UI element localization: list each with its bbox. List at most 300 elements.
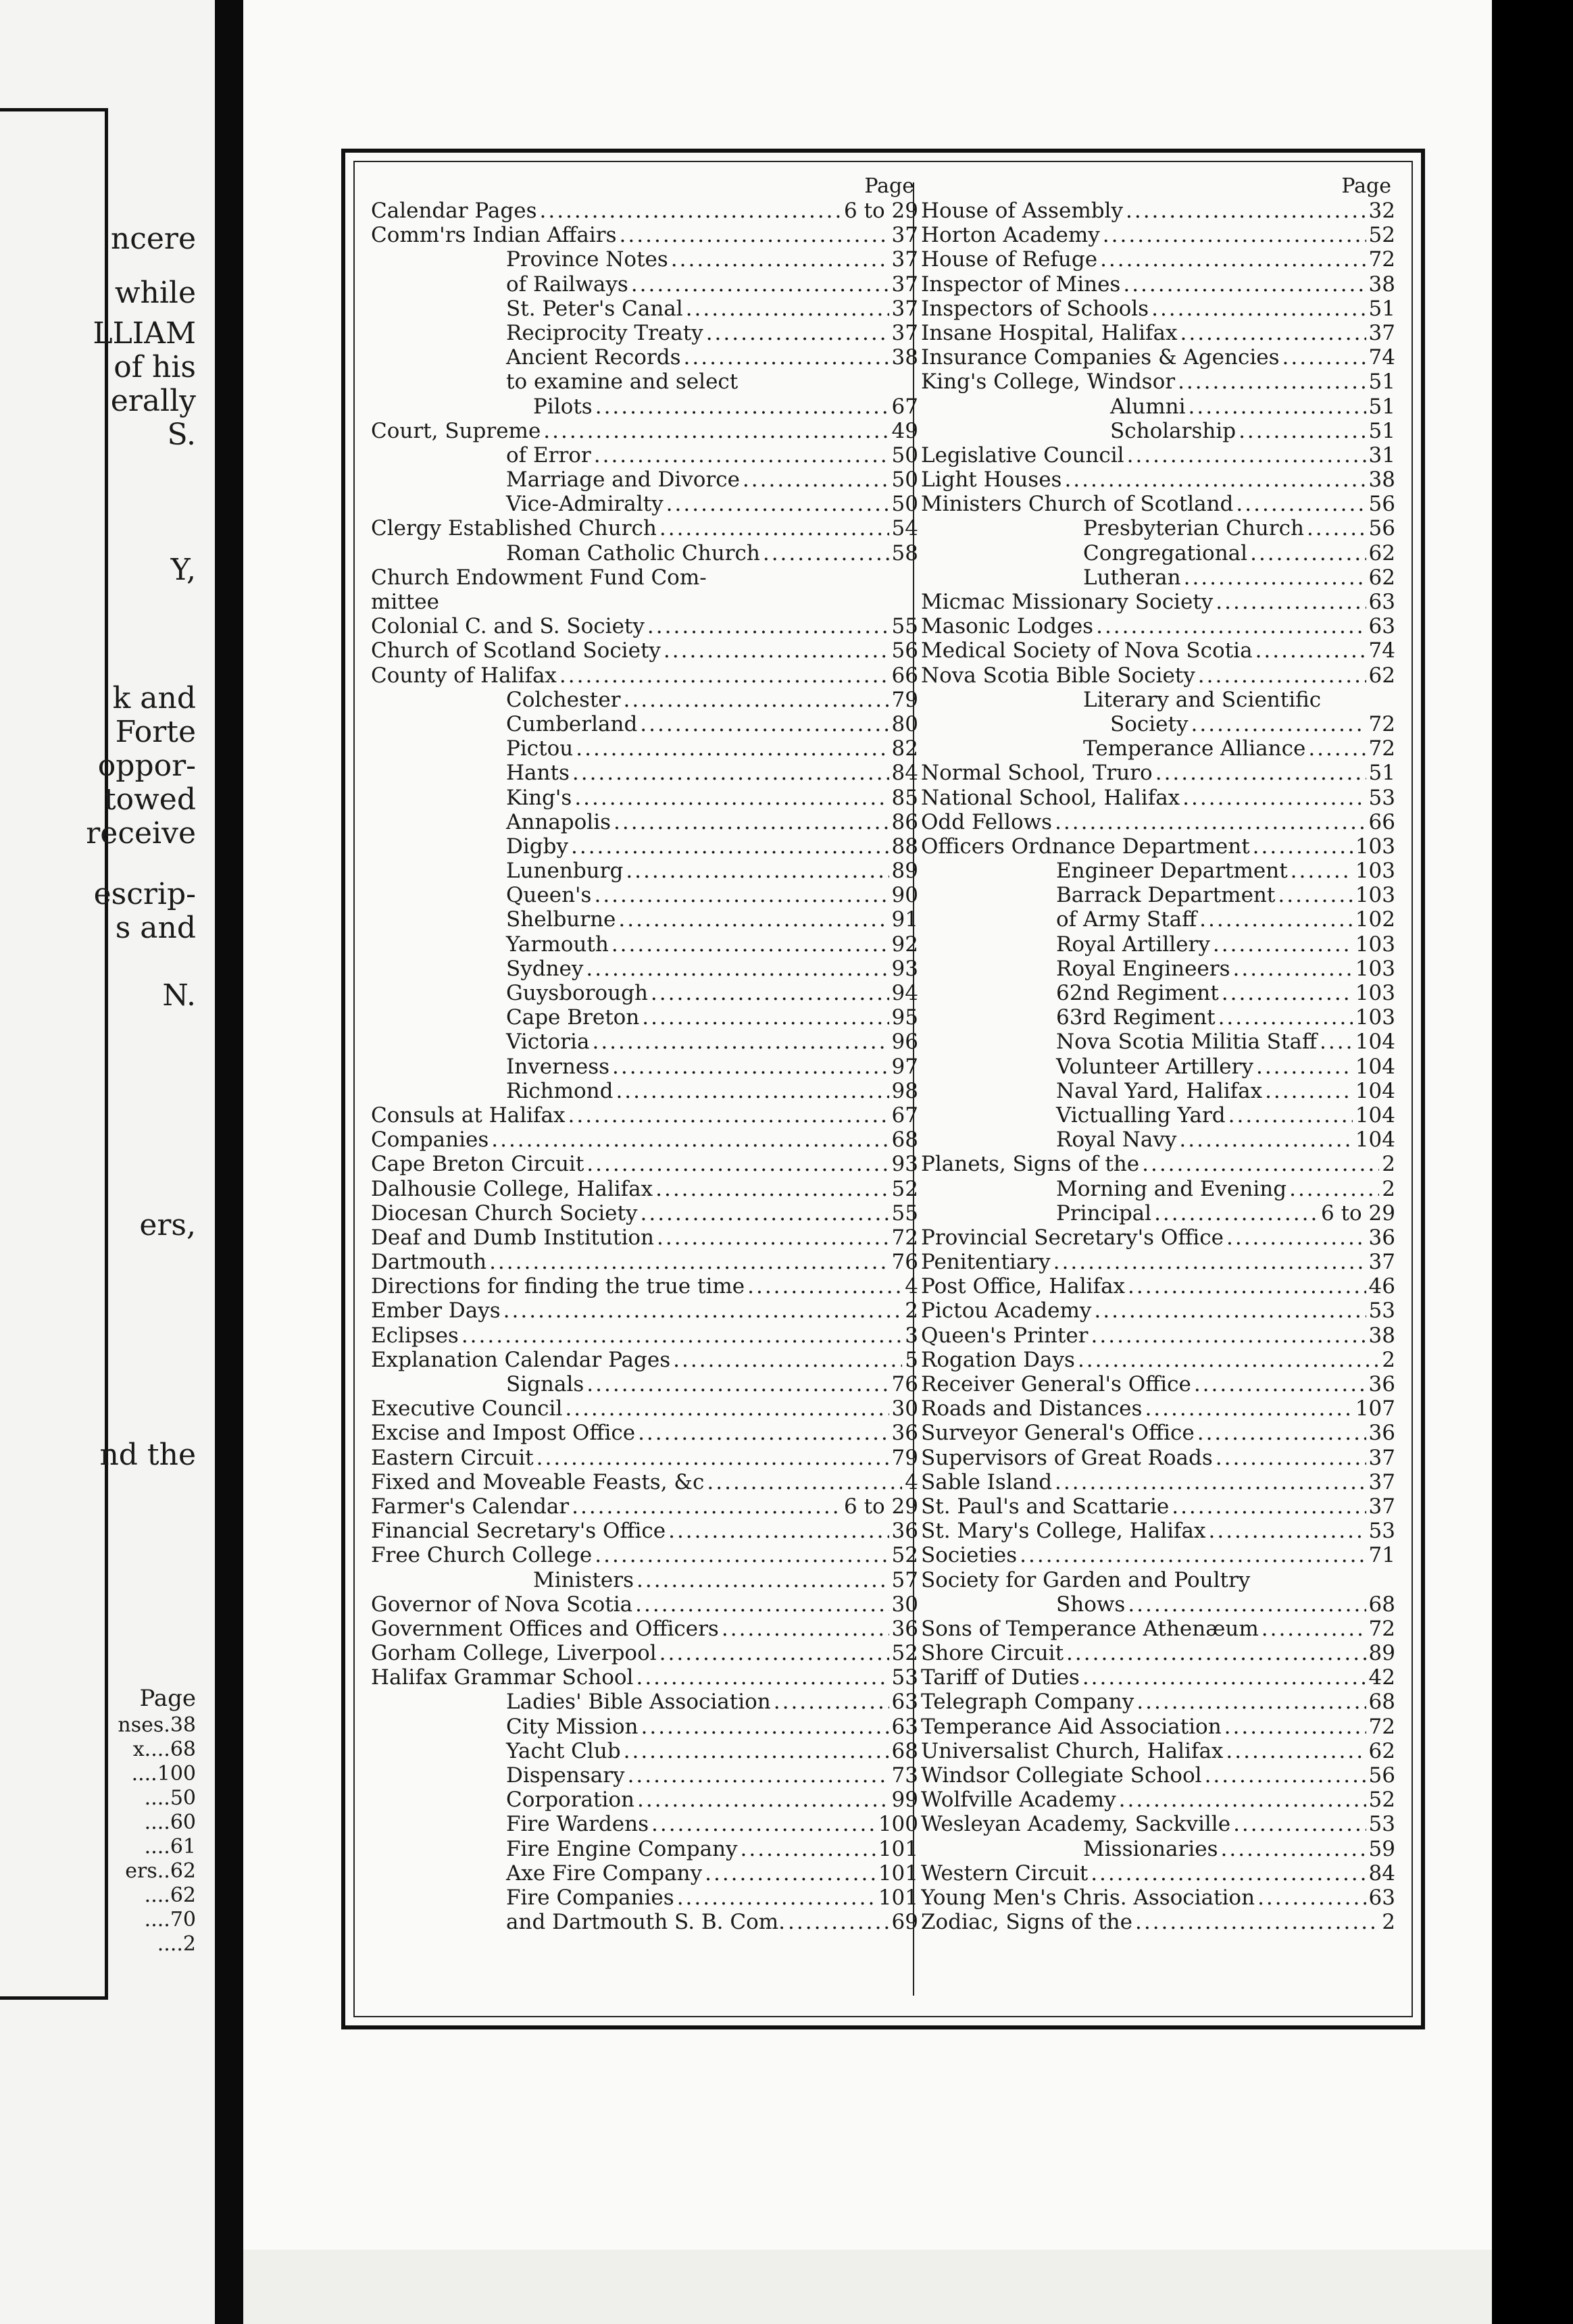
leader-dots xyxy=(636,1665,889,1690)
index-entry xyxy=(921,614,1395,638)
left-index-label: .... xyxy=(144,1811,170,1834)
page-bottom-margin xyxy=(243,2250,1492,2324)
leader-dots xyxy=(1154,1201,1318,1226)
left-page-text-fragment: Y, xyxy=(170,553,196,587)
index-entry-label: Shelburne xyxy=(506,907,616,932)
index-entry-label: Ladies' Bible Association xyxy=(506,1690,771,1715)
leader-dots xyxy=(659,516,889,540)
left-index-page: 68 xyxy=(170,1738,196,1761)
leader-dots xyxy=(618,907,889,932)
index-entry xyxy=(371,516,918,540)
index-entry-page: 104 xyxy=(1355,1030,1395,1055)
leader-dots xyxy=(1218,1005,1353,1030)
index-entry-label: Young Men's Chris. Association xyxy=(921,1885,1255,1910)
index-entry-label: Congregational xyxy=(1083,540,1248,565)
index-entry-label: Telegraph Company xyxy=(921,1690,1134,1715)
index-entry-page: 63 xyxy=(1368,614,1395,639)
leader-dots xyxy=(671,247,889,272)
leader-dots xyxy=(636,1568,889,1592)
index-entry-label: Eastern Circuit xyxy=(371,1445,534,1470)
index-entry-label: Province Notes xyxy=(506,247,668,272)
leader-dots xyxy=(641,1201,889,1226)
leader-dots xyxy=(572,1494,841,1519)
left-index-header: Page xyxy=(139,1685,196,1712)
index-entry xyxy=(921,1617,1395,1641)
index-entry-page: 84 xyxy=(891,761,918,786)
index-entry-label: Engineer Department xyxy=(1056,859,1288,884)
leader-dots xyxy=(1091,1323,1366,1348)
index-entry-page: 72 xyxy=(1368,1616,1395,1641)
index-entry-label: Literary and Scientific xyxy=(1083,687,1322,712)
index-entry xyxy=(371,786,918,810)
index-entry xyxy=(371,1177,918,1201)
leader-dots xyxy=(572,761,889,785)
index-entry-page: 91 xyxy=(891,907,918,932)
index-entry xyxy=(921,1226,1395,1250)
index-entry xyxy=(921,638,1395,663)
index-entry-page: 3 xyxy=(905,1323,918,1348)
index-entry-page: 101 xyxy=(878,1885,918,1910)
leader-dots xyxy=(686,297,889,321)
left-page-fragment xyxy=(0,0,215,2324)
leader-dots xyxy=(706,321,889,345)
leader-dots xyxy=(705,1861,876,1886)
left-index-label: nses. xyxy=(118,1713,170,1737)
index-entry-page: 62 xyxy=(1368,540,1395,565)
left-index-page: 50 xyxy=(170,1786,196,1810)
leader-dots xyxy=(1320,1030,1353,1054)
index-entry xyxy=(371,1568,918,1592)
index-entry-label: Dartmouth xyxy=(371,1250,487,1275)
index-entry xyxy=(371,468,918,492)
left-page-text-fragment: k and xyxy=(112,681,196,715)
index-entry xyxy=(371,1274,918,1298)
index-entry xyxy=(371,395,918,419)
index-entry xyxy=(921,297,1395,321)
leader-dots xyxy=(647,614,889,638)
index-entry xyxy=(371,1812,918,1836)
index-entry-label: Victoria xyxy=(506,1030,590,1055)
left-page-text-fragment: N. xyxy=(162,978,196,1013)
index-entry xyxy=(921,859,1395,883)
index-entry-label: Pictou xyxy=(506,736,574,761)
leader-dots xyxy=(595,395,889,419)
index-entry-page: 99 xyxy=(891,1788,918,1813)
index-entry xyxy=(371,810,918,834)
leader-dots xyxy=(1199,907,1353,932)
index-entry-page: 74 xyxy=(1368,638,1395,663)
leader-dots xyxy=(1178,370,1366,394)
leader-dots xyxy=(1020,1543,1366,1567)
index-entry xyxy=(921,1128,1395,1152)
index-entry-page: 74 xyxy=(1368,345,1395,370)
index-entry-label: Principal xyxy=(1056,1201,1152,1226)
index-entry-label: Axe Fire Company xyxy=(506,1861,703,1886)
index-entry-page: 2 xyxy=(1382,1910,1395,1935)
index-entry xyxy=(371,1005,918,1030)
left-index-page: 70 xyxy=(170,1908,196,1931)
leader-dots xyxy=(1127,443,1366,468)
index-entry-page: 46 xyxy=(1368,1274,1395,1299)
index-entry xyxy=(921,1396,1395,1421)
leader-dots xyxy=(1278,883,1352,907)
index-entry-label: Barrack Department xyxy=(1056,883,1276,908)
leader-dots xyxy=(1228,1103,1353,1128)
index-entry-label: Normal School, Truro xyxy=(921,761,1153,786)
index-entry-label: and Dartmouth S. B. Com. xyxy=(506,1910,786,1935)
index-entry-page: 38 xyxy=(1368,272,1395,297)
index-list-right xyxy=(921,199,1395,1934)
leader-dots xyxy=(594,883,889,907)
index-entry-page: 37 xyxy=(1368,1445,1395,1470)
index-entry xyxy=(921,590,1395,614)
index-entry-label: Penitentiary xyxy=(921,1250,1051,1275)
index-entry-label: Wesleyan Academy, Sackville xyxy=(921,1812,1231,1837)
index-entry xyxy=(371,443,918,468)
index-entry-page: 2 xyxy=(1382,1347,1395,1372)
index-entry-label: Richmond xyxy=(506,1078,614,1103)
index-entry xyxy=(921,321,1395,345)
index-entry-page: 89 xyxy=(891,859,918,884)
index-entry-page: 53 xyxy=(1368,1812,1395,1837)
left-index-page: 62 xyxy=(170,1859,196,1883)
index-entry-page: 52 xyxy=(1368,1788,1395,1813)
index-entry-label: Corporation xyxy=(506,1788,635,1813)
index-entry-page: 2 xyxy=(1382,1152,1395,1177)
leader-dots xyxy=(1135,1910,1379,1934)
index-entry-page: 5 xyxy=(905,1347,918,1372)
index-entry-label: Fire Companies xyxy=(506,1885,674,1910)
left-page-text-fragment: Forte xyxy=(115,715,196,749)
leader-dots xyxy=(668,1519,889,1543)
leader-dots xyxy=(774,1690,889,1714)
index-entry-label: Shows xyxy=(1056,1592,1126,1617)
leader-dots xyxy=(743,468,889,492)
leader-dots xyxy=(684,345,889,370)
leader-dots xyxy=(635,1592,889,1617)
index-entry-label: Medical Society of Nova Scotia xyxy=(921,638,1253,663)
index-entry xyxy=(921,1201,1395,1226)
leader-dots xyxy=(1191,712,1366,736)
index-entry-label: Victualling Yard xyxy=(1056,1103,1226,1128)
index-entry xyxy=(371,859,918,883)
index-entry xyxy=(921,1763,1395,1788)
index-entry-label: Fixed and Moveable Feasts, &c xyxy=(371,1469,705,1494)
leader-dots xyxy=(637,1788,889,1812)
index-entry xyxy=(921,834,1395,859)
index-entry-label: Directions for finding the true time xyxy=(371,1274,745,1299)
leader-dots xyxy=(1308,736,1366,761)
index-entry xyxy=(921,1005,1395,1030)
leader-dots xyxy=(1180,321,1366,345)
index-entry-label: Surveyor General's Office xyxy=(921,1421,1195,1446)
index-entry-label: Royal Engineers xyxy=(1056,956,1230,981)
index-entry xyxy=(921,1348,1395,1372)
index-entry xyxy=(921,1543,1395,1567)
index-entry xyxy=(921,370,1395,394)
index-entry-label: Halifax Grammar School xyxy=(371,1665,634,1690)
leader-dots xyxy=(673,1348,902,1372)
index-entry-page: 53 xyxy=(1368,1298,1395,1323)
leader-dots xyxy=(651,981,889,1005)
leader-dots xyxy=(612,1055,889,1079)
index-inner-border xyxy=(353,161,1413,2017)
index-entry xyxy=(371,663,918,688)
leader-dots xyxy=(489,1250,889,1274)
leader-dots xyxy=(1233,957,1353,981)
index-entry-label: Ancient Records xyxy=(506,345,681,370)
leader-dots xyxy=(576,736,889,761)
left-page-text-fragment: ers, xyxy=(139,1208,196,1242)
left-page-text-fragment: ncere xyxy=(110,222,196,256)
index-entry xyxy=(371,1641,918,1665)
index-entry xyxy=(371,1152,918,1176)
index-entry-page: 59 xyxy=(1368,1836,1395,1861)
leader-dots xyxy=(1094,1298,1366,1323)
index-entry-label: National School, Halifax xyxy=(921,785,1180,810)
index-entry-page: 101 xyxy=(878,1836,918,1861)
index-entry-label: Alumni xyxy=(1110,394,1186,419)
leader-dots xyxy=(1233,1812,1366,1836)
leader-dots xyxy=(1222,981,1353,1005)
leader-dots xyxy=(1172,1494,1366,1519)
index-entry-label: Rogation Days xyxy=(921,1347,1075,1372)
index-entry-label: Diocesan Church Society xyxy=(371,1201,638,1226)
index-entry xyxy=(371,1103,918,1128)
index-entry-label: Temperance Aid Association xyxy=(921,1714,1222,1739)
leader-dots xyxy=(559,663,889,688)
index-entry xyxy=(371,297,918,321)
index-entry-page: 63 xyxy=(891,1714,918,1739)
index-entry xyxy=(921,786,1395,810)
index-entry xyxy=(371,345,918,370)
leader-dots xyxy=(1253,834,1353,859)
index-entry-page: 67 xyxy=(891,394,918,419)
left-index-label: .... xyxy=(144,1908,170,1931)
index-entry-page: 79 xyxy=(891,1445,918,1470)
index-entry-page: 49 xyxy=(891,418,918,443)
index-entry-label: mittee xyxy=(371,590,439,614)
index-entry xyxy=(921,443,1395,468)
index-entry-label: Eclipses xyxy=(371,1323,459,1348)
index-entry xyxy=(921,688,1395,712)
index-entry-label: Sons of Temperance Athenæum xyxy=(921,1616,1259,1641)
index-entry-label: Zodiac, Signs of the xyxy=(921,1910,1132,1935)
leader-dots xyxy=(642,1005,889,1030)
leader-dots xyxy=(491,1128,889,1152)
index-entry-label: Odd Fellows xyxy=(921,809,1053,834)
index-entry xyxy=(371,565,918,590)
leader-dots xyxy=(1128,1274,1366,1298)
index-entry xyxy=(921,1739,1395,1763)
index-entry xyxy=(921,1250,1395,1274)
page-column-header: Page xyxy=(864,174,914,198)
leader-dots xyxy=(1126,199,1366,223)
index-entry-page: 89 xyxy=(1368,1641,1395,1666)
index-entry xyxy=(371,1910,918,1934)
leader-dots xyxy=(641,1715,889,1739)
leader-dots xyxy=(763,541,889,565)
leader-dots xyxy=(574,786,889,810)
index-entry-page: 92 xyxy=(891,932,918,957)
index-entry-page: 100 xyxy=(878,1812,918,1837)
index-entry-page: 56 xyxy=(1368,1763,1395,1788)
index-entry xyxy=(921,468,1395,492)
index-entry xyxy=(371,321,918,345)
leader-dots xyxy=(1123,272,1366,297)
index-entry xyxy=(371,272,918,297)
leader-dots xyxy=(1055,810,1366,834)
index-entry xyxy=(921,981,1395,1005)
index-entry-label: Calendar Pages xyxy=(371,199,537,223)
index-entry xyxy=(921,1177,1395,1201)
index-entry-label: Comm'rs Indian Affairs xyxy=(371,223,617,248)
index-entry-label: Colonial C. and S. Society xyxy=(371,614,645,639)
index-entry xyxy=(921,736,1395,761)
leader-dots xyxy=(655,1177,889,1201)
index-entry-label: Farmer's Calendar xyxy=(371,1494,570,1519)
index-entry-label: King's College, Windsor xyxy=(921,370,1176,395)
index-entry xyxy=(371,1372,918,1396)
index-entry-label: Ministers Church of Scotland xyxy=(921,492,1234,517)
index-entry-label: Temperance Alliance xyxy=(1083,736,1306,761)
index-entry-page: 30 xyxy=(891,1592,918,1617)
index-entry xyxy=(921,1494,1395,1519)
index-entry xyxy=(921,1715,1395,1739)
index-entry-page: 38 xyxy=(1368,468,1395,492)
index-entry xyxy=(371,247,918,272)
index-entry-page: 36 xyxy=(1368,1421,1395,1446)
leader-dots xyxy=(586,1152,889,1176)
index-entry-label: Presbyterian Church xyxy=(1083,516,1304,541)
index-entry-label: St. Peter's Canal xyxy=(506,296,683,321)
index-entry xyxy=(921,1030,1395,1054)
leader-dots xyxy=(747,1274,902,1298)
leader-dots xyxy=(1182,786,1366,810)
leader-dots xyxy=(631,272,889,297)
index-entry-label: Receiver General's Office xyxy=(921,1372,1191,1396)
index-entry xyxy=(371,541,918,565)
leader-dots xyxy=(616,1079,889,1103)
leader-dots xyxy=(614,810,889,834)
index-column-left xyxy=(371,174,918,1934)
leader-dots xyxy=(586,957,889,981)
index-entry-page: 95 xyxy=(891,1005,918,1030)
leader-dots xyxy=(1216,590,1366,614)
index-entry-page: 84 xyxy=(1368,1861,1395,1886)
leader-dots xyxy=(571,834,889,859)
index-entry-label: Digby xyxy=(506,834,568,859)
index-entry xyxy=(921,1103,1395,1128)
index-entry-page: 37 xyxy=(891,223,918,248)
index-entry-label: Guysborough xyxy=(506,981,648,1005)
index-entry-page: 38 xyxy=(1368,1323,1395,1348)
left-index-label: .... xyxy=(157,1932,183,1956)
leader-dots xyxy=(624,688,889,712)
leader-dots xyxy=(1265,1079,1353,1103)
index-entry-page: 32 xyxy=(1368,199,1395,223)
leader-dots xyxy=(595,1543,889,1567)
index-entry-label: Hants xyxy=(506,761,570,786)
index-entry-page: 68 xyxy=(1368,1592,1395,1617)
index-entry-label: Colchester xyxy=(506,687,621,712)
leader-dots xyxy=(1184,565,1366,590)
leader-dots xyxy=(651,1812,876,1836)
index-entry xyxy=(921,1812,1395,1836)
index-entry-label: Explanation Calendar Pages xyxy=(371,1347,671,1372)
index-entry-page: 72 xyxy=(891,1225,918,1250)
leader-dots xyxy=(1257,1886,1366,1910)
leader-dots xyxy=(1224,1715,1366,1739)
index-entry-page: 103 xyxy=(1355,1005,1395,1030)
index-entry xyxy=(921,247,1395,272)
index-entry-page: 101 xyxy=(878,1861,918,1886)
leader-dots xyxy=(594,443,889,468)
leader-dots xyxy=(640,712,889,736)
index-entry-page: 37 xyxy=(1368,320,1395,345)
index-entry xyxy=(921,1788,1395,1812)
index-entry-page: 36 xyxy=(891,1421,918,1446)
index-entry xyxy=(921,541,1395,565)
left-index-row xyxy=(157,1928,196,1961)
index-entry-label: Legislative Council xyxy=(921,443,1124,468)
index-entry-label: Reciprocity Treaty xyxy=(506,320,703,345)
leader-dots xyxy=(543,419,889,443)
index-entry-label: Masonic Lodges xyxy=(921,614,1094,639)
left-page-frame xyxy=(0,108,108,2000)
index-entry xyxy=(921,1568,1395,1592)
index-entry xyxy=(371,688,918,712)
index-entry xyxy=(921,761,1395,785)
index-entry xyxy=(371,1763,918,1788)
index-entry xyxy=(371,1446,918,1470)
index-entry-label: Pictou Academy xyxy=(921,1298,1092,1323)
index-entry-page: 37 xyxy=(891,272,918,297)
index-entry-page: 50 xyxy=(891,492,918,517)
index-entry-label: Annapolis xyxy=(506,809,611,834)
index-entry-label: Tariff of Duties xyxy=(921,1665,1080,1690)
index-entry-label: Inverness xyxy=(506,1054,610,1079)
index-entry-page: 57 xyxy=(891,1567,918,1592)
index-entry-label: Windsor Collegiate School xyxy=(921,1763,1202,1788)
index-entry-label: Cumberland xyxy=(506,711,638,736)
index-entry-label: Queen's xyxy=(506,883,592,908)
index-entry-page: 52 xyxy=(891,1176,918,1201)
leader-dots xyxy=(1103,223,1366,247)
index-entry-label: Queen's Printer xyxy=(921,1323,1089,1348)
index-entry-page: 68 xyxy=(891,1128,918,1153)
index-entry-label: Cape Breton Circuit xyxy=(371,1152,584,1177)
index-entry-label: County of Halifax xyxy=(371,663,557,688)
leader-dots xyxy=(1145,1396,1352,1421)
index-entry-page: 103 xyxy=(1355,834,1395,859)
index-entry xyxy=(921,1372,1395,1396)
leader-dots xyxy=(677,1886,876,1910)
leader-dots xyxy=(1151,297,1366,321)
index-entry-label: House of Assembly xyxy=(921,199,1123,223)
index-entry-page: 66 xyxy=(891,663,918,688)
index-entry-label: Missionaries xyxy=(1083,1836,1218,1861)
index-entry-page: 88 xyxy=(891,834,918,859)
index-entry-label: City Mission xyxy=(506,1714,639,1739)
leader-dots xyxy=(741,1837,876,1861)
index-entry xyxy=(921,1323,1395,1348)
index-entry-page: 104 xyxy=(1355,1103,1395,1128)
index-entry-label: of Error xyxy=(506,443,591,468)
leader-dots xyxy=(1250,541,1366,565)
index-entry-page: 52 xyxy=(891,1641,918,1666)
index-entry xyxy=(371,1837,918,1861)
